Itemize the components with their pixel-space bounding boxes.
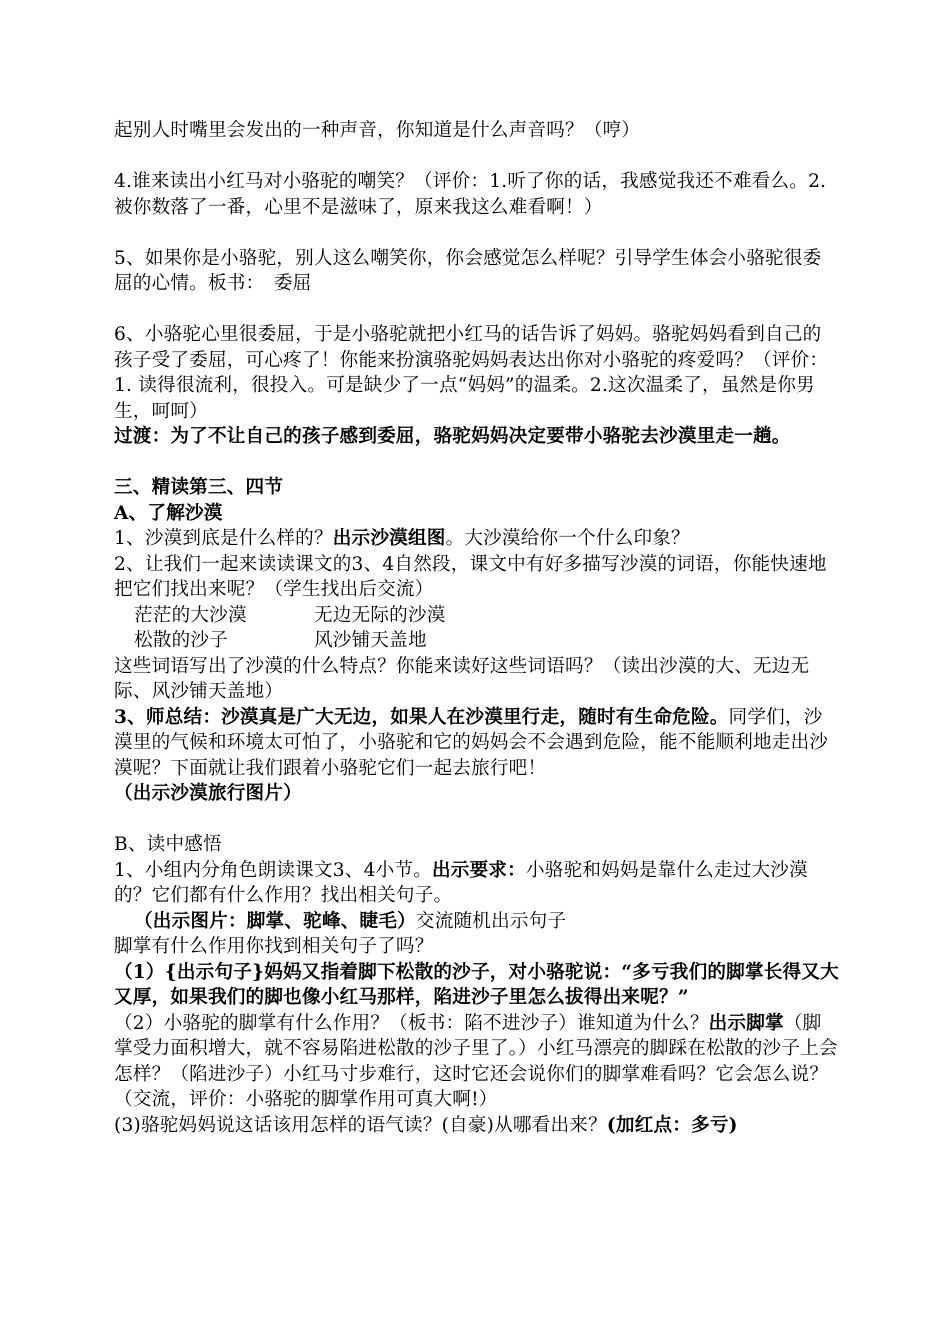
section-b-heading: B、读中感悟: [114, 834, 222, 855]
sentence-2-post: （脚掌受力面积增大，就不容易陷进松散的沙子里了。）小红马漂亮的脚踩在松散的沙子上会怎样？（陷进沙子）小红马寸步难行，这时它还会说你们的脚掌难看吗？它会怎么说？（交流，评价：小骆驼的脚掌作用可真大啊!）: [114, 1012, 838, 1110]
item-b1: [114, 858, 840, 909]
item-b1-pre: 1、小组内分角色朗读课文3、4小节。: [114, 859, 432, 881]
sentence-3: [114, 1113, 840, 1139]
foot-question: 脚掌有什么作用你找到相关句子了吗？: [114, 936, 434, 957]
sentence-3-bold: (加红点：多亏): [606, 1114, 738, 1136]
item-b1-bold: 出示要求：: [432, 859, 526, 881]
paragraph-5: 5、如果你是小骆驼，别人这么嘲笑你，你会感觉怎么样呢？引导学生体会小骆驼很委屈的心情。板书： 委屈: [114, 247, 822, 294]
item-a3: [114, 705, 840, 782]
item-b1-post: 小骆驼和妈妈是靠什么走过大沙漠的？它们都有什么作用？找出相关句子。: [114, 859, 808, 906]
word-cell: 无边无际的沙漠: [314, 604, 446, 626]
spacer: [114, 450, 840, 476]
word-cell: 茫茫的大沙漠: [134, 604, 247, 626]
spacer: [114, 220, 840, 246]
item-a3-tail: （出示沙漠旅行图片）: [114, 783, 302, 804]
spacer: [114, 807, 840, 833]
spacer: [114, 144, 840, 170]
document-body: [114, 118, 840, 1138]
sentence-3-pre: (3)骆驼妈妈说这话该用怎样的语气读？(自豪)从哪看出来？: [114, 1114, 607, 1136]
word-cell: 松散的沙子: [134, 630, 228, 651]
word-row-2: [114, 628, 840, 654]
item-a1: [114, 526, 840, 552]
item-a1-post: 。大沙漠给你一个什么印象？: [445, 528, 690, 549]
paragraph-4: 4.谁来读出小红马对小骆驼的嘲笑？（评价：1.听了你的话，我感觉我还不难看么。2.被你数落了一番，心里不是滋味了，原来我这么难看啊！）: [114, 171, 827, 218]
sentence-1: （1）{出示句子}妈妈又指着脚下松散的沙子，对小骆驼说：“多亏我们的脚掌长得又大又厚，如果我们的脚也像小红马那样，陷进沙子里怎么拔得出来呢？”: [114, 961, 839, 1008]
sentence-2-bold: 出示脚掌: [708, 1012, 784, 1034]
item-a2: 2、让我们一起来读读课文的3、4自然段，课文中有好多描写沙漠的词语，你能快速地把它们找出来呢？（学生找出后交流）: [114, 553, 827, 600]
item-b1-images-bold: （出示图片：脚掌、驼峰、睫毛）: [134, 910, 416, 932]
sentence-2-pre: （2）小骆驼的脚掌有什么作用？（板书：陷不进沙子）谁知道为什么？: [114, 1012, 709, 1034]
item-b1-images: [114, 909, 840, 935]
item-b1-images-post: 交流随机出示句子: [415, 910, 567, 932]
spacer: [114, 297, 840, 323]
word-row-1: [114, 603, 840, 629]
words-question: 这些词语写出了沙漠的什么特点？你能来读好这些词语吗？（读出沙漠的大、无边无际、风沙铺天盖地）: [114, 655, 810, 702]
item-a3-bold: 3、师总结：沙漠真是广大无边，如果人在沙漠里行走，随时有生命危险。: [114, 706, 729, 728]
transition-text: 过渡：为了不让自己的孩子感到委屈，骆驼妈妈决定要带小骆驼去沙漠里走一趟。: [114, 426, 791, 447]
item-a3-post: 同学们，沙漠里的气候和环境太可怕了，小骆驼和它的妈妈会不会遇到危险，能不能顺利地走出沙漠呢？下面就让我们跟着小骆驼它们一起去旅行吧！: [114, 706, 829, 779]
section-3-heading: 三、精读第三、四节: [114, 477, 284, 498]
paragraph-intro: 起别人时嘴里会发出的一种声音，你知道是什么声音吗？（哼）: [114, 120, 641, 141]
section-a-heading: A、了解沙漠: [114, 502, 223, 524]
paragraph-6: 6、小骆驼心里很委屈，于是小骆驼就把小红马的话告诉了妈妈。骆驼妈妈看到自己的孩子受了委屈，可心疼了！你能来扮演骆驼妈妈表达出你对小骆驼的疼爱吗？（评价：1. 读得很流利，很投入。可是缺少了一点“妈妈”的温柔。2.这次温柔了，虽然是你男生，呵呵）: [114, 324, 829, 422]
word-cell: 风沙铺天盖地: [314, 630, 427, 651]
item-a1-pre: 1、沙漠到底是什么样的？: [114, 528, 333, 549]
item-a1-bold: 出示沙漠组图: [332, 528, 446, 549]
sentence-2: [114, 1011, 840, 1113]
